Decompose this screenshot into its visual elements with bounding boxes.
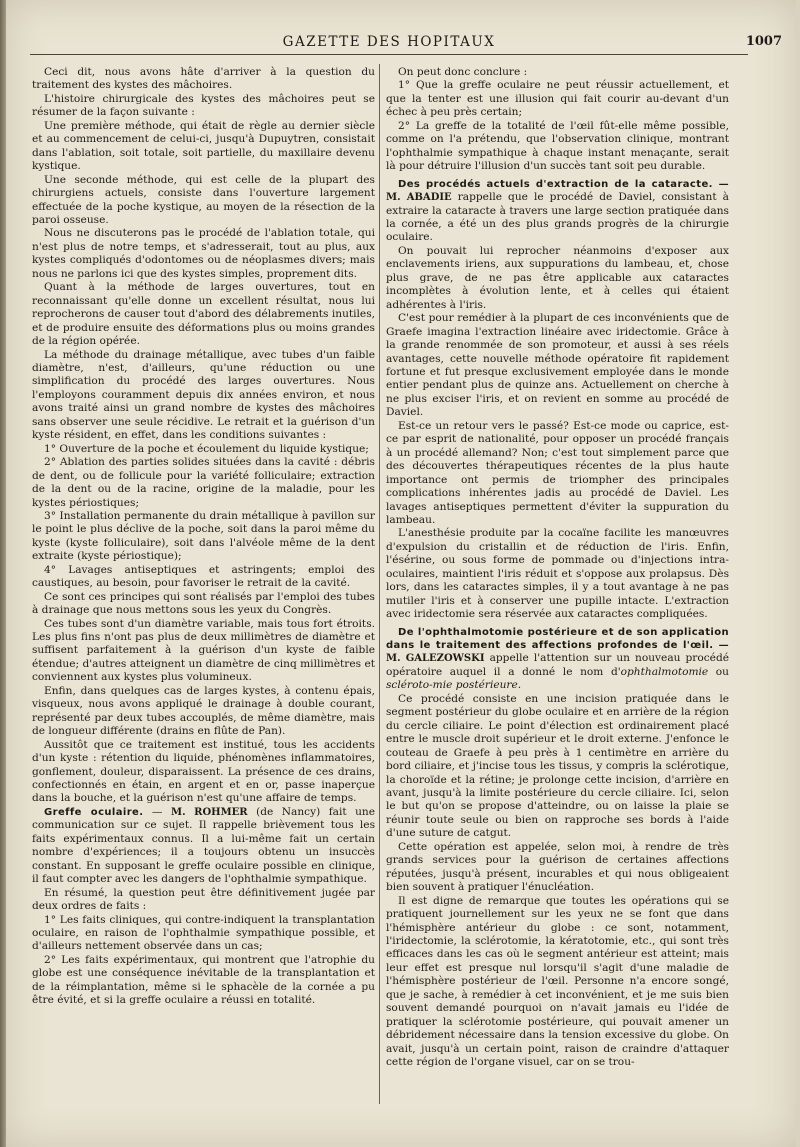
section-body: rappelle que le procédé de Daviel, consistant à extraire la cataracte à travers une large section pratiquée dans la cornée, a été un des plus grands progrès de la chirurgie oculaire. — [386, 191, 729, 244]
paragraph: Ce sont ces principes qui sont réalisés par l'emploi des tubes à drainage que nous mettons sous les yeux du Congrès. — [32, 590, 375, 617]
paragraph: Nous ne discuterons pas le procédé de l'ablation totale, qui n'est plus de notre temps, et s'adresserait, tout au plus, aux kystes compliqués d'odontomes ou de néoplasmes divers; mais nous ne parlons ici que des kystes simples, proprement dits. — [32, 227, 375, 280]
list-item: 2° La greffe de la totalité de l'œil fût-elle même possible, comme on l'a prétendu, que l'observation clinique, montrant l'ophthalmie sympathique à chaque instant menaçante, serait là pour détruire l'illusion d'un succès tant soit peu durable. — [386, 119, 729, 173]
list-item: 2° Les faits expérimentaux, qui montrent que l'atrophie du globe est une conséquence inévitable de la transplantation et de la réimplantation, même si le sphacèle de la cornée a pu être évité, et si la greffe oculaire a réussi en totalité. — [32, 953, 375, 1007]
paragraph: Quant à la méthode de larges ouvertures, tout en reconnaissant qu'elle donne un excellent résultat, nous lui reprocherons de causer tout d'abord des délabrements inutiles, et de produire ensuite des déformations plus ou moins grandes de la région opérée. — [32, 281, 375, 348]
page-header — [30, 28, 782, 55]
paragraph: Il est digne de remarque que toutes les opérations qui se pratiquent journellement sur les yeux ne se font que dans l'hémisphère antérieur du globe : ce sont, notamment, l'iridectomie, la sclérotomie, la kératotomie, etc., qui sont très efficaces dans les cas où le segment antérieur est atteint; mais leur effet est presque nul lorsqu'il s'agit d'une maladie de l'hémisphère postérieur de l'œil. Personne n'a encore songé, que je sache, à remédier à cet inconvénient, et je me suis bien souvent demandé pourquoi on n'avait jamais eu l'idée de pratiquer la sclérotomie postérieure, qui pouvait amener un débridement nécessaire dans la tension excessive du globe. On avait, jusqu'à un certain point, raison de craindre d'attaquer cette région de l'organe visuel, car on se trou- — [386, 894, 729, 1069]
left-column — [32, 66, 375, 1008]
section-heading: De l'ophthalmotomie postérieure et de son application dans le traitement des affections profondes de l'œil. — — [386, 626, 729, 652]
list-item: 3° Installation permanente du drain métallique à pavillon sur le point le plus déclive de la poche, soit dans la paroi même du kyste (kyste folliculaire), soit dans l'alvéole même de la dent extraite (kyste périostique); — [32, 509, 375, 563]
paragraph: Cette opération est appelée, selon moi, à rendre de très grands services pour la guérison de certaines affections réputées, jusqu'à présent, incurables et qui nous obligeaient bien souvent à pratiquer l'énucléation. — [386, 840, 729, 894]
list-item: 4° Lavages antiseptiques et astringents; emploi des caustiques, au besoin, pour favoriser le retrait de la cavité. — [32, 563, 375, 590]
page-number: 1007 — [745, 34, 782, 49]
paragraph: On peut donc conclure : — [398, 66, 528, 78]
newspaper-page — [6, 0, 796, 1147]
paragraph: Aussitôt que ce traitement est institué, tous les accidents d'un kyste : rétention du liquide, phénomènes inflammatoires, gonflement, douleur, disparaissent. La présence de ces drains, confectionnés en étain, en argent et en or, passe inaperçue dans la bouche, et la guérison n'est qu'une affaire de temps. — [32, 738, 375, 805]
section-greffe: Greffe oculaire. — M. ROHMER (de Nancy) fait une communication sur ce sujet. Il rappelle brièvement tous les faits expérimentaux connus. Il a lui-même fait un certain nombre d'expériences; il a toujours obtenu un insuccès constant. En supposant le greffe oculaire possible en clinique, il faut compter avec les dangers de l'ophthalmie sympathique. — [32, 805, 375, 886]
journal-title: GAZETTE DES HOPITAUX — [282, 34, 496, 50]
list-item: 2° Ablation des parties solides situées dans la cavité : débris de dent, ou de follicule pour la variété folliculaire; extraction de la dent ou de la racine, origine de la maladie, pour les kystes périostiques; — [32, 456, 375, 509]
author-name: M. ROHMER — [171, 806, 248, 818]
term-italic: ophthalmotomie — [620, 665, 709, 678]
section-body: (de Nancy) fait une communication sur ce sujet. Il rappelle brièvement tous les faits expérimentaux connus. Il a lui-même fait un certain nombre d'expériences; il a toujours obtenu un insuccès constant. En supposant le greffe oculaire possible en clinique, il faut compter avec les dangers de l'ophthalmie sympathique. — [32, 805, 375, 886]
paragraph: Une première méthode, qui était de règle au dernier siècle et au commencement de celui-ci, jusqu'à Dupuytren, consistait dans l'ablation, soit totale, soit partielle, du maxillaire devenu kystique. — [32, 119, 375, 173]
term-italic: scléroto-mie postérieure. — [386, 679, 522, 692]
paragraph: La méthode du drainage métallique, avec tubes d'un faible diamètre, n'est, d'ailleurs, qu'une réduction ou une simplification du procédé des larges ouvertures. Nous l'employons couramment depuis dix années environ, et nous avons traité ainsi un grand nombre de kystes des mâchoires sans observer une seule récidive. Le retrait et la guérison d'un kyste résident, en effet, dans les conditions suivantes : — [32, 348, 375, 442]
section-heading: Des procédés actuels d'extraction de la cataracte. — — [398, 178, 729, 190]
paragraph: En résumé, la question peut être définitivement jugée par deux ordres de faits : — [32, 886, 375, 913]
section-heading: Greffe oculaire. — [44, 806, 144, 818]
section-body: ou — [708, 665, 729, 678]
paragraph: Ceci dit, nous avons hâte d'arriver à la question du traitement des kystes des mâchoires. — [32, 66, 375, 92]
list-item: 1° Ouverture de la poche et écoulement du liquide kystique; — [44, 442, 369, 455]
paragraph: Est-ce un retour vers le passé? Est-ce mode ou caprice, est-ce par esprit de nationalité, pour opposer un procédé français à un procédé allemand? Non; c'est tout simplement parce que des découvertes thérapeutiques récentes de la plus haute importance ont permis de triompher des principales complications inhérentes jadis au procédé de Daviel. Les lavages antiseptiques permettent d'éviter la suppuration du lambeau. — [386, 419, 729, 526]
paragraph: Enfin, dans quelques cas de larges kystes, à contenu épais, visqueux, nous avons appliqué le drainage à double courant, représenté par deux tubes accouplés, de même diamètre, mais de longueur différente (drains en flûte de Pan). — [32, 684, 375, 738]
section-body: appelle l'attention sur un nouveau procédé opératoire auquel il a donné le nom d' — [386, 652, 729, 678]
paragraph: On pouvait lui reprocher néanmoins d'exposer aux enclavements iriens, aux suppurations du lambeau, et, chose plus grave, de ne pas être applicable aux cataractes incomplètes à évolution lente, et à celles qui étaient adhérentes à l'iris. — [386, 244, 729, 311]
right-column — [386, 66, 729, 1070]
list-item: 1° Les faits cliniques, qui contre-indiquent la transplantation oculaire, en raison de l'ophthalmie sympathique possible, et d'ailleurs nettement observée dans un cas; — [32, 913, 375, 953]
list-item: 1° Que la greffe oculaire ne peut réussir actuellement, et que la tenter est une illusion qui fait courir au-devant d'un échec à peu près certain; — [386, 79, 729, 119]
paragraph: C'est pour remédier à la plupart de ces inconvénients que de Graefe imagina l'extraction linéaire avec iridectomie. Grâce à la grande renommée de son promoteur, et aussi à ses réels avantages, cette nouvelle méthode opératoire fit rapidement fortune et fut presque exclusivement employée dans le monde entier pendant plus de quinze ans. Actuellement on cherche à ne plus exciser l'iris, et on revient en somme au procédé de Daviel. — [386, 312, 729, 419]
section-ophthalmotomie — [386, 626, 729, 693]
paragraph: Ce procédé consiste en une incision pratiquée dans le segment postérieur du globe oculaire et en arrière de la région du cercle ciliaire. Le point d'élection est ordinairement placé entre le muscle droit supérieur et le droit externe. J'enfonce le couteau de Graefe à peu près à 1 centimètre en arrière du bord ciliaire, et j'incise tous les tissus, y compris la sclérotique, la choroïde et la rétine; je prolonge cette incision, d'arrière en avant, jusqu'à la limite postérieure du cercle ciliaire. Ici, selon le but qu'on se propose d'atteindre, ou on laisse la plaie se réunir toute seule ou bien on rapproche ses bords à l'aide d'une suture de catgut. — [386, 692, 729, 840]
section-cataracte — [386, 178, 729, 245]
paragraph: L'anesthésie produite par la cocaïne facilite les manœuvres d'expulsion du cristallin et de réduction de l'iris. Enfin, l'ésérine, ou sous forme de pommade ou d'injections intra-oculaires, maintient l'iris réduit et s'oppose aux prolapsus. Dès lors, dans les cataractes simples, il y a tout avantage à ne pas mutiler l'iris et à conserver une pupille intacte. L'extraction avec iridectomie sera réservée aux cataractes compliquées. — [386, 527, 729, 621]
paragraph: Une seconde méthode, qui est celle de la plupart des chirurgiens actuels, consiste dans l'ouverture largement effectuée de la poche kystique, au moyen de la résection de la paroi osseuse. — [32, 173, 375, 226]
paragraph: Ces tubes sont d'un diamètre variable, mais tous fort étroits. Les plus fins n'ont pas plus de deux millimètres de diamètre et suffisent parfaitement à la guérison d'un kyste de faible étendue; d'autres atteignent un diamètre de cinq millimètres et conviennent aux kystes plus volumineux. — [32, 617, 375, 684]
author-name: M. GALEZOWSKI — [386, 653, 485, 665]
paragraph: L'histoire chirurgicale des kystes des mâchoires peut se résumer de la façon suivante : — [32, 92, 375, 119]
author-name: M. ABADIE — [386, 192, 452, 204]
column-divider — [379, 64, 380, 1104]
